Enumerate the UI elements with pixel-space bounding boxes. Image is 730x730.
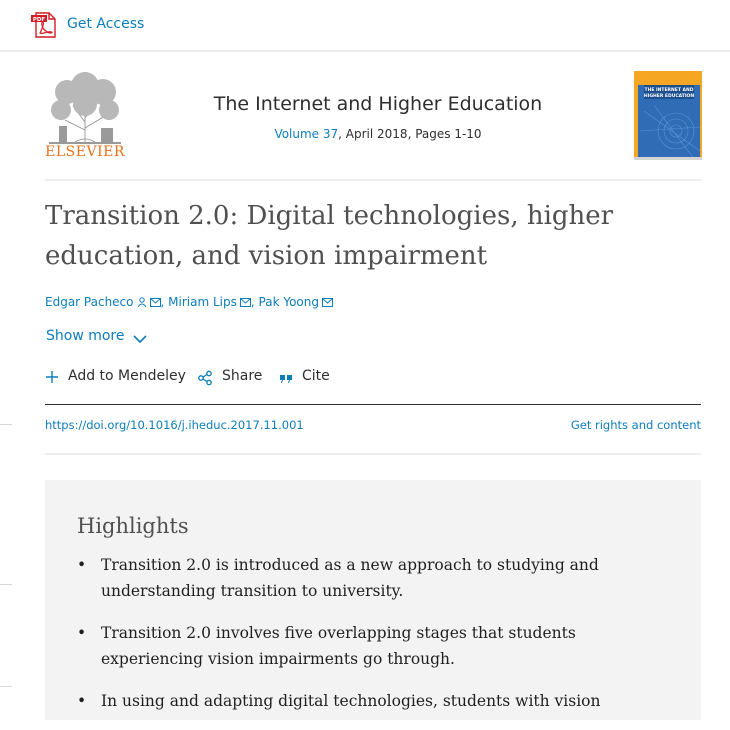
doi-link[interactable]: https://doi.org/10.1016/j.iheduc.2017.11.001 (45, 418, 304, 432)
bullet: • (77, 556, 87, 574)
highlight-line: experiencing vision impairments go through. (101, 650, 455, 668)
list-item (77, 688, 637, 714)
svg-text:THE INTERNET AND: THE INTERNET AND (644, 88, 694, 93)
journal-issue (150, 127, 606, 141)
highlights-list (77, 552, 637, 730)
top-bar (0, 0, 730, 52)
person-icon[interactable] (137, 297, 147, 307)
section-divider (45, 453, 701, 455)
highlight-line: understanding transition to university. (101, 582, 404, 600)
journal-title[interactable]: The Internet and Higher Education (213, 93, 543, 115)
quote-icon (279, 370, 293, 384)
chevron-down-icon (133, 334, 147, 344)
author-list (45, 295, 333, 309)
show-more-label: Show more (46, 328, 125, 344)
publisher-name: ELSEVIER (45, 144, 125, 160)
share-label: Share (222, 368, 263, 384)
side-tick (0, 584, 12, 585)
pdf-icon[interactable] (29, 9, 59, 39)
journal-cover[interactable] (634, 71, 702, 160)
issue-details: , April 2018, Pages 1-10 (338, 127, 482, 141)
get-rights-link[interactable]: Get rights and content (570, 418, 701, 432)
get-access-link[interactable]: Get Access (67, 16, 145, 32)
bullet: • (77, 692, 87, 710)
author-name[interactable]: Edgar Pacheco (45, 295, 134, 309)
email-icon[interactable] (322, 298, 333, 307)
plus-icon (45, 370, 59, 384)
svg-text:PDF: PDF (32, 17, 46, 23)
author-separator: , (250, 295, 255, 309)
volume-link[interactable]: Volume 37 (274, 127, 339, 141)
author-name[interactable]: Miriam Lips (168, 295, 237, 309)
side-tick (0, 686, 12, 687)
highlights-section (45, 480, 701, 720)
header-divider (45, 179, 701, 181)
doi-divider (45, 404, 701, 405)
author-name[interactable]: Pak Yoong (258, 295, 319, 309)
email-icon[interactable] (150, 298, 161, 307)
list-item (77, 552, 637, 604)
cite-label: Cite (302, 368, 330, 384)
list-item (77, 620, 637, 672)
bullet: • (77, 624, 87, 642)
svg-text:HIGHER EDUCATION: HIGHER EDUCATION (643, 94, 695, 99)
show-more-button[interactable] (46, 328, 147, 344)
highlights-heading: Highlights (77, 514, 189, 538)
author-separator: , (160, 295, 165, 309)
share-icon (197, 370, 213, 386)
email-icon[interactable] (240, 298, 251, 307)
side-tick (0, 424, 12, 425)
article-title: Transition 2.0: Digital technologies, higher education, and vision impairment (45, 201, 614, 271)
add-to-mendeley-label: Add to Mendeley (68, 368, 186, 384)
highlight-line: Transition 2.0 involves five overlapping stages that students (101, 624, 576, 642)
highlight-line: Transition 2.0 is introduced as a new approach to studying and (101, 556, 599, 574)
highlight-line: In using and adapting digital technologies, students with vision (101, 692, 601, 710)
